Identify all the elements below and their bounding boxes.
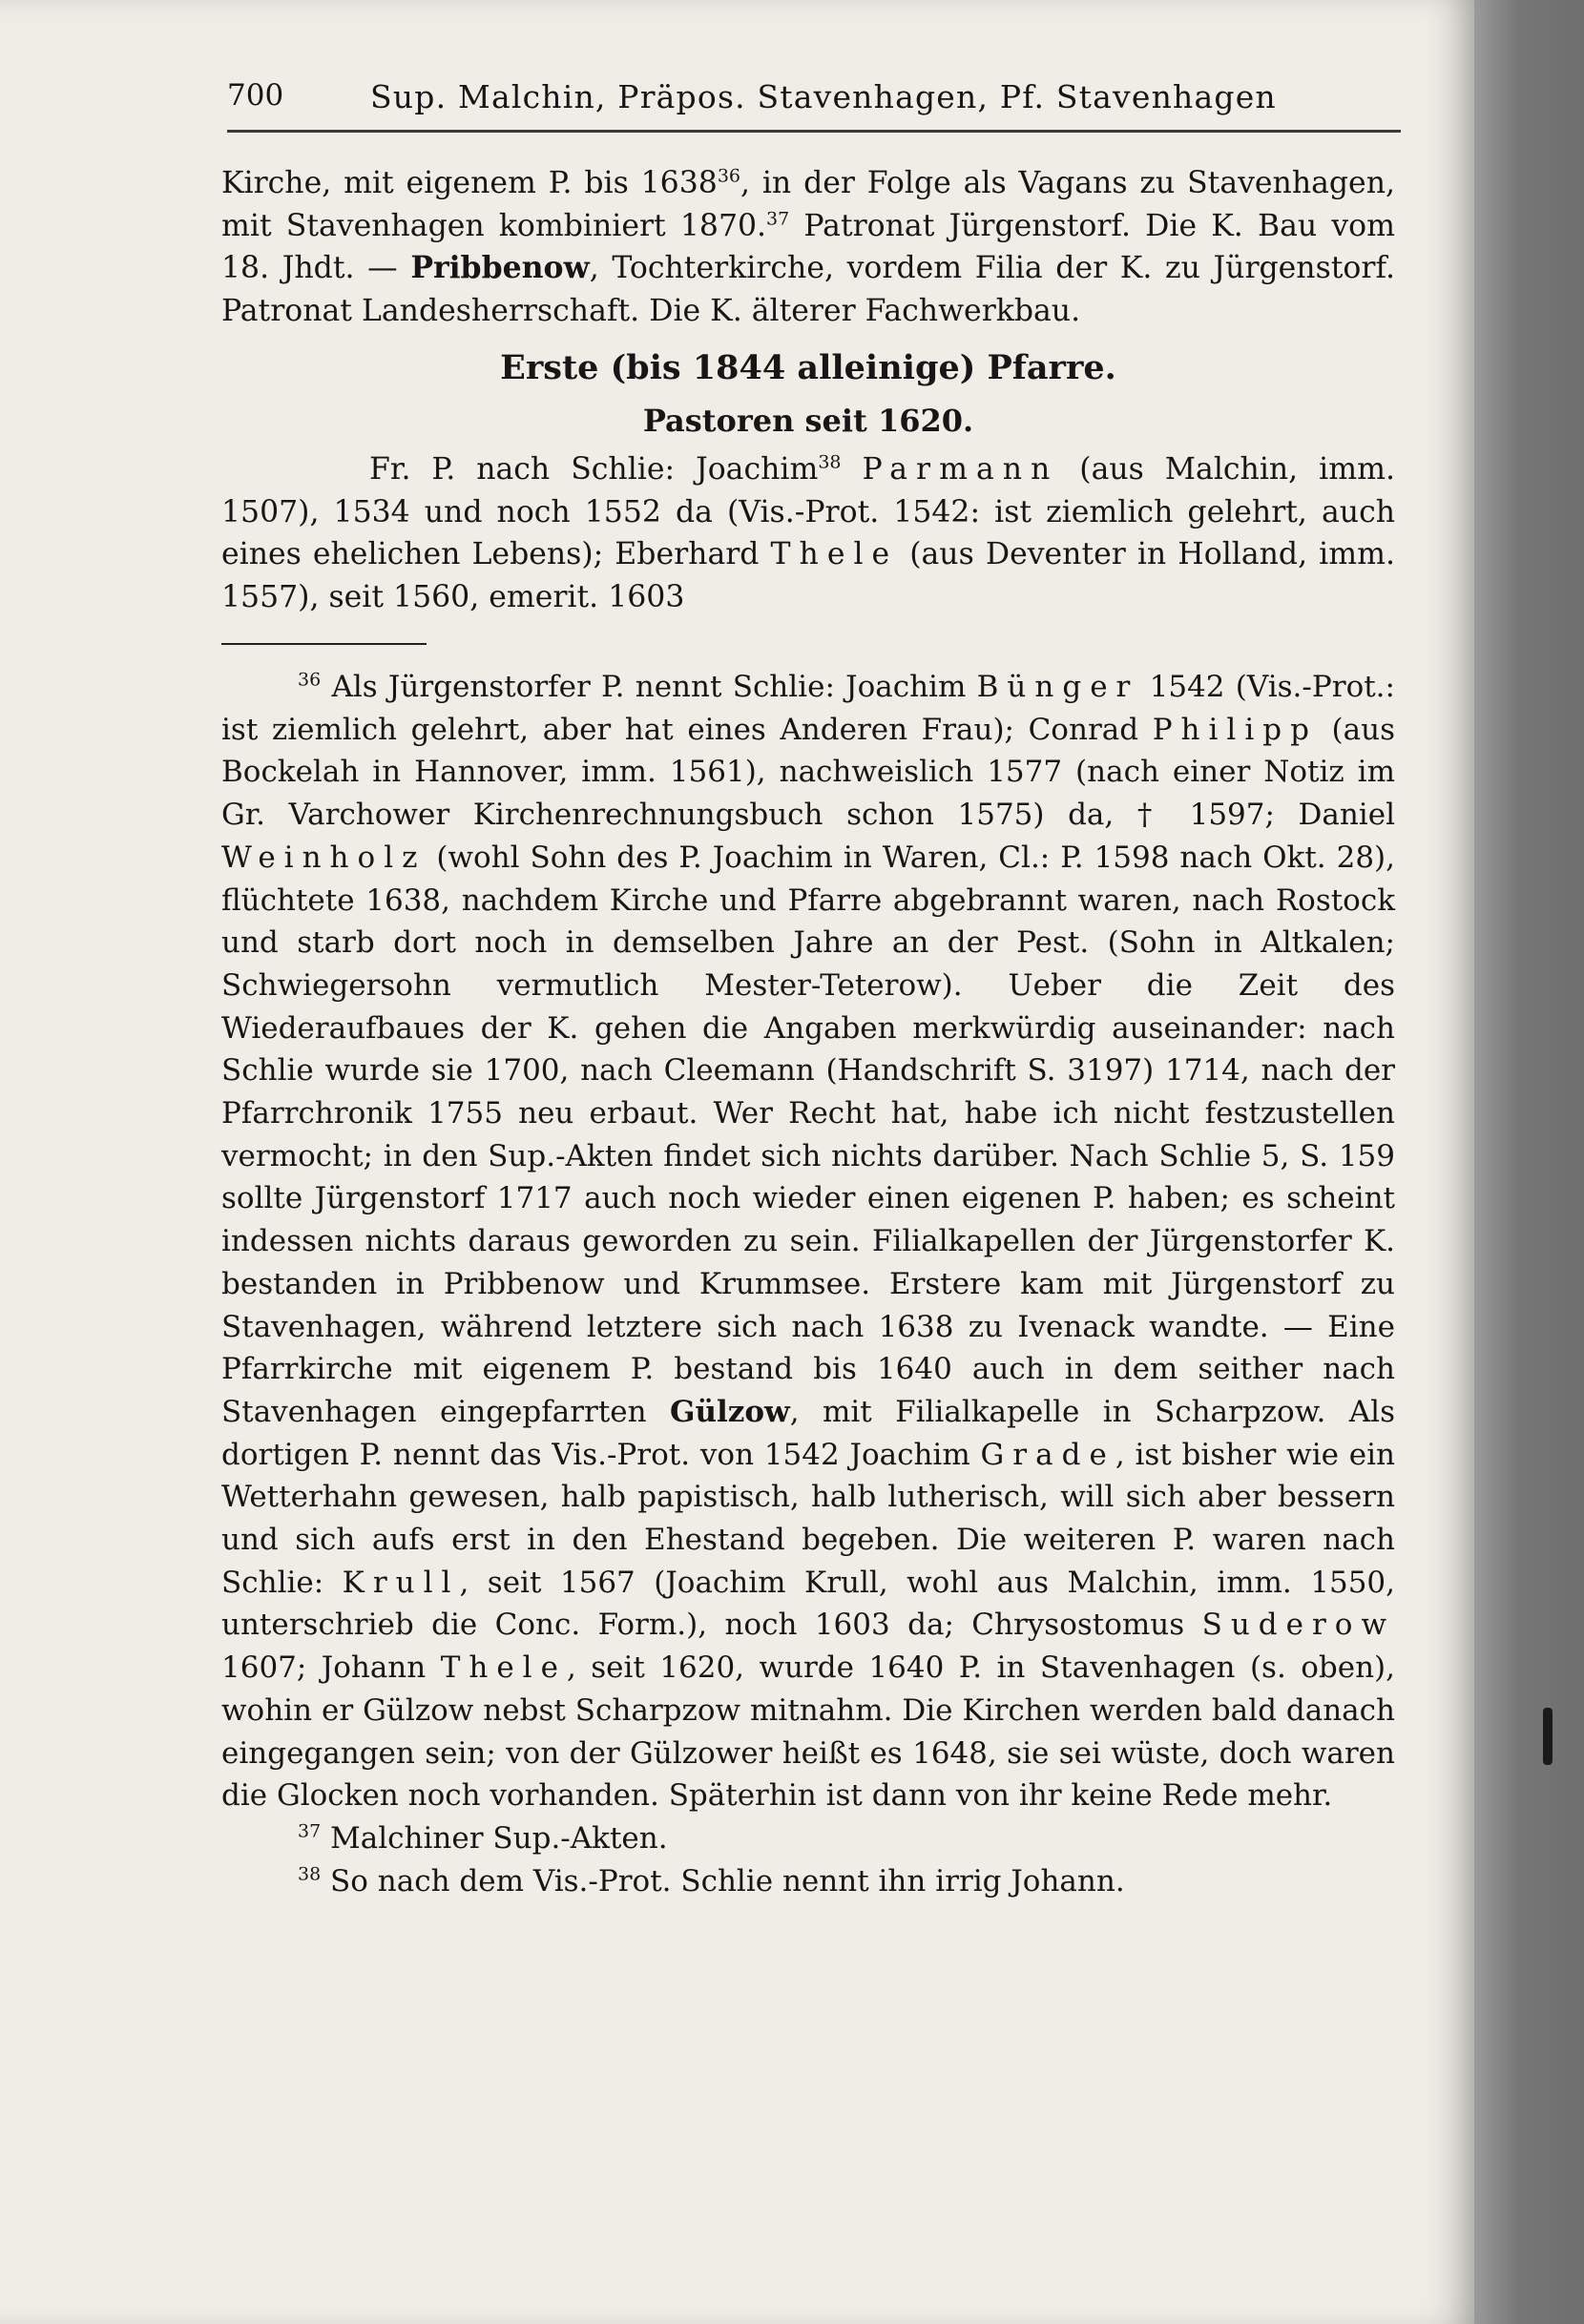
footnote-38: $^{38}$ So nach dem Vis.-Prot. Schlie nennt ihn irrig Johann. (298, 1863, 1125, 1899)
page-content (221, 162, 1395, 1902)
name-weinholz: Weinholz (221, 840, 427, 875)
name-parmann: Parmann (862, 452, 1059, 487)
footnote-number-38: 38 (298, 1863, 322, 1885)
footnote-divider (221, 643, 427, 645)
intro-paragraph: Kirche, mit eigenem P. bis 1638$^{36}$, in der Folge als Vagans zu Stavenhagen, mit Stavenhagen kombiniert 1870.37 Patronat Jürgenstorf. Die K. Bau vom 18. Jhdt. — Pribbenow, Tochterkirche, vordem Filia der K. zu Jürgenstorf. Patronat Landesherrschaft. Die K. älterer Fachwerkbau. (221, 165, 1395, 328)
place-name-pribbenow: Pribbenow (410, 250, 590, 285)
book-gutter (1474, 0, 1584, 2324)
name-krull: Krull (342, 1565, 460, 1600)
name-thele-gulzow: Thele (440, 1650, 567, 1686)
name-grade: Grade (980, 1437, 1115, 1472)
name-thele: Thele (770, 537, 899, 571)
footnote-37: $^{37}$ Malchiner Sup.-Akten. (298, 1820, 668, 1856)
pastors-paragraph: Fr. P. nach Schlie: Joachim$^{38}$ Parmann (aus Malchin, imm. 1507), 1534 und noch 1552 da (Vis.-Prot. 1542: ist ziemlich gelehrt, auch eines ehelichen Lebens); Eberhard Thele (aus Deventer in Holland, imm. 1557), seit 1560, emerit. 1603 (221, 451, 1395, 614)
running-head (227, 71, 1401, 133)
footnote-ref-37: 37 (766, 208, 790, 229)
name-buenger: Bünger (976, 670, 1139, 704)
footnote-number-37: 37 (298, 1820, 322, 1842)
footnote-36: $^{36}$ Als Jürgenstorfer P. nennt Schlie: Joachim Bünger 1542 (Vis.-Prot.: ist ziemlich gelehrt, aber hat eines Anderen Frau); Conrad Philipp (aus Bockelah in Hannover, imm. 1561), nachweislich 1577 (nach einer Notiz im Gr. Varchower Kirchenrechnungsbuch schon 1575) da, † 1597; Daniel Weinholz (wohl Sohn des P. Joachim in Waren, Cl.: P. 1598 nach Okt. 28), flüchtete 1638, nachdem Kirche und Pfarre abgebrannt waren, nach Rostock und starb dort noch in demselben Jahre an der Pest. (Sohn in Altkalen; Schwiegersohn vermutlich Mester-Teterow). Ueber die Zeit des Wiederaufbaues der K. gehen die Angaben merkwürdig auseinander: nach Schlie wurde sie 1700, nach Cleemann (Handschrift S. 3197) 1714, nach der Pfarrchronik 1755 neu erbaut. Wer Recht hat, habe ich nicht festzustellen vermocht; in den Sup.-Akten findet sich nichts darüber. Nach Schlie 5, S. 159 sollte Jürgenstorf 1717 auch noch wieder einen eigenen P. haben; es scheint indessen nichts daraus geworden zu sein. Filialkapellen der Jürgenstorfer K. bestanden in Pribbenow und Krummsee. Erstere kam mit Jürgenstorf zu Stavenhagen, während letztere sich nach 1638 zu Ivenack wandte. — Eine Pfarrkirche mit eigenem P. bestand bis 1640 auch in dem seither nach Stavenhagen eingepfarrten Gülzow, mit Filialkapelle in Scharpzow. Als dortigen P. nennt das Vis.-Prot. von 1542 Joachim Grade, ist bisher wie ein Wetterhahn gewesen, halb papistisch, halb lutherisch, will sich aber bessern und sich aufs erst in den Ehestand begeben. Die weiteren P. waren nach Schlie: Krull, seit 1567 (Joachim Krull, wohl aus Malchin, imm. 1550, unterschrieb die Conc. Form.), noch 1603 da; Chrysostomus Suderow 1607; Johann Thele, seit 1620, wurde 1640 P. in Stavenhagen (s. oben), wohin er Gülzow nebst Scharpzow mitnahm. Die Kirchen werden bald danach eingegangen sein; von der Gülzower heißt es 1648, sie sei wüste, doch waren die Glocken noch vorhanden. Späterhin ist dann von ihr keine Rede mehr. (221, 669, 1396, 1814)
name-suderow: Suderow (1201, 1608, 1395, 1643)
section-subheading: Pastoren seit 1620. (642, 403, 974, 439)
footnote-number-36: 36 (298, 669, 322, 691)
place-name-guelzow: Gülzow (669, 1394, 790, 1429)
section-heading: Erste (bis 1844 alleinige) Pfarre. (500, 348, 1116, 387)
footnote-ref-36: 36 (717, 165, 740, 187)
page-number: 700 (227, 78, 284, 113)
name-philipp: Philipp (1152, 712, 1318, 747)
footnote-ref-38: 38 (818, 451, 842, 473)
running-head-title: Sup. Malchin, Präpos. Stavenhagen, Pf. Stavenhagen (370, 78, 1277, 115)
edge-mark (1543, 1708, 1553, 1765)
